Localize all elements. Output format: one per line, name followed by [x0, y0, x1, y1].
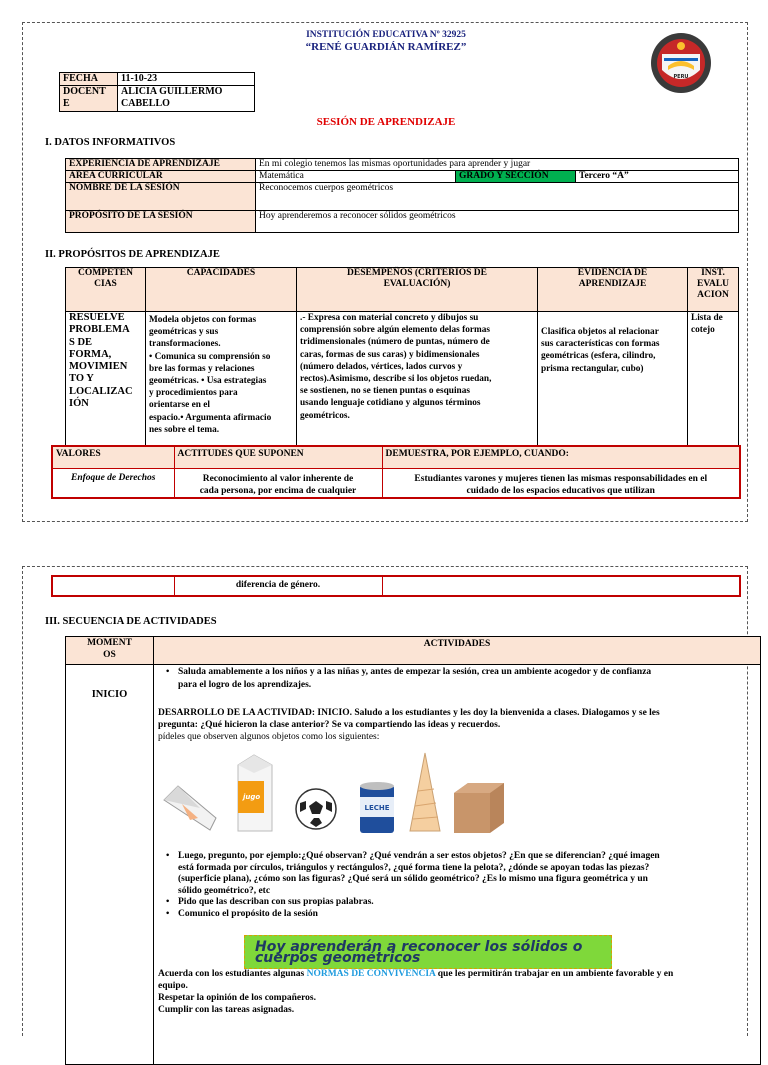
list-item: • Comunico el propósito de la sesión — [160, 909, 754, 921]
values-table — [51, 445, 741, 499]
header-inst: INST. EVALU ACION — [688, 268, 739, 312]
grado-label: GRADO Y SECCIÓN — [456, 171, 576, 183]
activities-table — [65, 636, 761, 1065]
soccer-ball-image — [294, 787, 338, 831]
document-page-1 — [22, 22, 748, 522]
header-capacidades: CAPACIDADES — [146, 268, 297, 312]
list-item: • Luego, pregunto, por ejemplo:¿Qué observan? ¿Qué vendrán a ser estos objetos? ¿En que se diferencian? ¿qué imagen está formada por círculos, triángulos y rectángulos?, ¿qué forma tiene la pelota?, ¿dónde se apoyan todas las piezas? (superficie plana), ¿cómo son las figuras? ¿Qué será un sólido geométrico? ¿Es lo mismo una figura geométrica y un sólido geométrico?, etc — [160, 851, 754, 897]
school-header — [23, 29, 749, 53]
fecha-label: FECHA — [60, 73, 118, 86]
capacidades-cell: Modela objetos con formas geométricas y sus transformaciones. • Comunica su comprensión so bre las formas y relaciones geométricas. • Usa estrategias y procedimientos para orientarse en el espacio.• Argumenta afirmacio nes sobre el tema. — [146, 312, 297, 448]
section3-title: III. SECUENCIA DE ACTIVIDADES — [45, 616, 217, 627]
session-title: SESIÓN DE APRENDIZAJE — [316, 116, 456, 128]
school-name-line2: “RENÉ GUARDIÁN RAMÍREZ” — [305, 41, 467, 53]
datos-table — [65, 158, 739, 233]
header-actividades: ACTIVIDADES — [154, 637, 761, 665]
proposito-label: PROPÓSITO DE LA SESIÓN — [66, 211, 256, 233]
nombre-value: Reconocemos cuerpos geométricos — [256, 183, 739, 211]
bullet-saluda — [160, 666, 754, 692]
section1-title: I. DATOS INFORMATIVOS — [45, 137, 176, 148]
header-valores: VALORES — [52, 446, 174, 468]
continuation-empty-2 — [382, 576, 740, 596]
juice-box-image — [230, 751, 280, 835]
date-teacher-table — [59, 72, 255, 112]
docente-label: DOCENT E — [60, 86, 118, 112]
continuation-actitud: diferencia de género. — [174, 576, 382, 596]
header-actitudes: ACTITUDES QUE SUPONEN — [174, 446, 382, 468]
school-crest-logo — [650, 32, 712, 94]
values-table-continuation — [51, 575, 741, 597]
normas-link[interactable]: NORMAS DE CONVIVENCIA — [306, 969, 436, 979]
grado-value: Tercero “A” — [576, 171, 739, 183]
area-value: Matemática — [256, 171, 456, 183]
docente-value: ALICIA GUILLERMO CABELLO — [118, 86, 255, 112]
demuestra-cell: Estudiantes varones y mujeres tienen las mismas responsabilidades en el cuidado de los espacios educativos que utilizan — [382, 468, 740, 498]
nombre-label: NOMBRE DE LA SESIÓN — [66, 183, 256, 211]
area-label: AREA CURRICULAR — [66, 171, 256, 183]
exp-value: En mi colegio tenemos las mismas oportunidades para aprender y jugar — [256, 159, 739, 171]
milk-label: LECHE — [364, 804, 390, 812]
desarrollo-paragraph: DESARROLLO DE LA ACTIVIDAD: INICIO. Saludo a los estudiantes y les doy la bienvenida a clases. Dialogamos y se les pregunta: ¿Qué hicieron la clase anterior? Se va compartiendo las ideas y recuerdos. pídeles que observen algunos objetos como los siguientes: — [158, 708, 660, 742]
header-demuestra: DEMUESTRA, POR EJEMPLO, CUANDO: — [382, 446, 740, 468]
enfoque-cell: Enfoque de Derechos — [52, 468, 174, 498]
cone-image — [408, 751, 442, 833]
inicio-label: INICIO — [66, 665, 154, 1065]
fecha-value: 11-10-23 — [118, 73, 255, 86]
cheese-wedge-image — [160, 778, 220, 833]
section2-title: II. PROPÓSITOS DE APRENDIZAJE — [45, 249, 220, 260]
header-desempenos: DESEMPEÑOS (CRITERIOS DE EVALUACIÓN) — [297, 268, 538, 312]
inst-cell: Lista de cotejo — [688, 312, 739, 448]
proposito-value: Hoy aprenderemos a reconocer sólidos geométricos — [256, 211, 739, 233]
document-page-2 — [22, 566, 748, 1036]
header-competencias: COMPETEN CIAS — [66, 268, 146, 312]
question-bullets — [160, 851, 754, 920]
desempenos-cell: .- Expresa con material concreto y dibujos su comprensión sobre algún elemento delas formas tridimensionales (número de puntas, número de caras, formas de sus caras) y bidimensionales (número delados, vértices, lados curvos y rectos).Asimismo, describe si los objetos ruedan, se sostienen, no se tienen puntas o esquinas usando lenguaje cotidiano y algunos términos geométricos. — [297, 312, 538, 448]
header-momentos: MOMENT OS — [66, 637, 154, 665]
cardboard-box-image — [452, 781, 506, 835]
actividades-cell — [154, 665, 761, 1065]
competencia-cell: RESUELVE PROBLEMA S DE FORMA, MOVIMIEN TO Y LOCALIZAC IÓN — [66, 312, 146, 448]
list-item: • Pido que las describan con sus propias palabras. — [160, 897, 754, 909]
milk-can-image — [358, 781, 396, 835]
purpose-banner: Hoy aprenderán a reconocer los sólidos o cuerpos geométricos — [244, 935, 612, 969]
evidencia-cell: Clasifica objetos al relacionar sus características con formas geométricas (esfera, cilindro, prisma rectangular, cubo) — [538, 312, 688, 448]
normas-paragraph: Acuerda con los estudiantes algunas NORMAS DE CONVIVENCIA que les permitirán trabajar en un ambiente favorable y en equipo. Respetar la opinión de los compañeros. Cumplir con las tareas asignadas. — [158, 969, 674, 1015]
header-evidencia: EVIDENCIA DE APRENDIZAJE — [538, 268, 688, 312]
juice-label: jugo — [243, 793, 261, 801]
actitud-cell: Reconocimiento al valor inherente de cada persona, por encima de cualquier — [174, 468, 382, 498]
school-name-line1: INSTITUCIÓN EDUCATIVA Nº 32925 — [306, 30, 466, 40]
exp-label: EXPERIENCIA DE APRENDIZAJE — [66, 159, 256, 171]
continuation-empty-1 — [52, 576, 174, 596]
list-item: • Saluda amablemente a los niños y a las niñas y, antes de empezar la sesión, crea un ambiente acogedor y de confianza para el logro de los aprendizajes. — [160, 666, 754, 692]
logo-text: PERU — [673, 74, 689, 80]
propositos-table — [65, 267, 739, 448]
